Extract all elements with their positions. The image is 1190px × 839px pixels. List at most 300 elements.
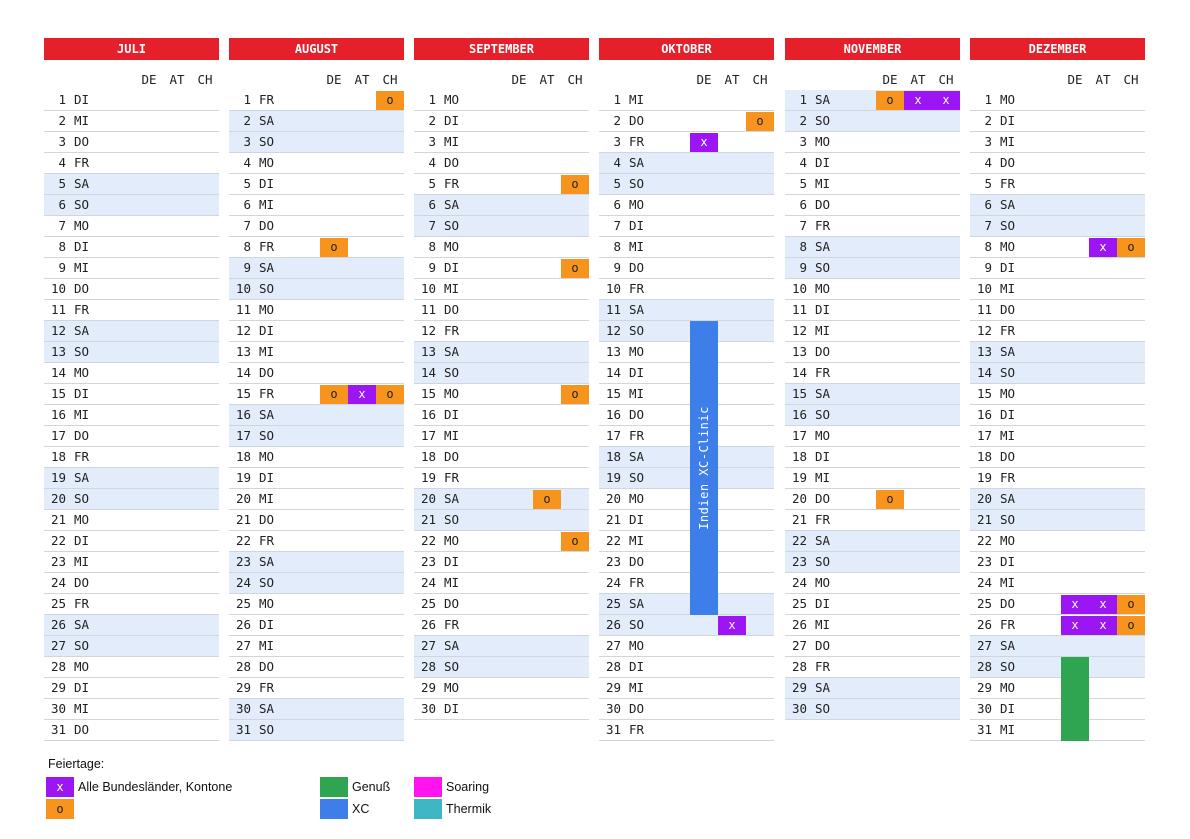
day-row — [970, 657, 1145, 678]
weekday-label: MI — [1000, 134, 1016, 149]
weekday-label: FR — [74, 596, 90, 611]
day-number: 28 — [420, 659, 436, 674]
day-row — [785, 90, 960, 111]
day-number: 24 — [791, 575, 807, 590]
weekday-label: DO — [815, 344, 831, 359]
day-number: 29 — [791, 680, 807, 695]
weekday-label: SO — [444, 512, 460, 527]
day-number: 28 — [50, 659, 66, 674]
day-number: 22 — [976, 533, 992, 548]
day-number: 26 — [420, 617, 436, 632]
day-number: 14 — [605, 365, 621, 380]
legend-label: Soaring — [446, 780, 490, 794]
weekday-label: FR — [444, 176, 460, 191]
day-row — [44, 720, 219, 741]
column-header-de: DE — [511, 72, 527, 87]
day-number: 26 — [976, 617, 992, 632]
weekday-label: FR — [629, 428, 645, 443]
day-row — [599, 363, 774, 384]
day-number: 27 — [605, 638, 621, 653]
day-number: 5 — [984, 176, 992, 191]
day-row — [414, 531, 589, 552]
holiday-mark-ch: o — [376, 91, 404, 110]
weekday-label: MI — [259, 197, 275, 212]
day-row — [599, 195, 774, 216]
day-row — [785, 321, 960, 342]
weekday-label: FR — [1000, 176, 1016, 191]
day-number: 24 — [50, 575, 66, 590]
weekday-label: MI — [444, 575, 460, 590]
weekday-label: SA — [1000, 344, 1016, 359]
day-row — [229, 90, 404, 111]
day-row — [599, 594, 774, 615]
weekday-label: MO — [1000, 680, 1016, 695]
weekday-label: SO — [259, 134, 275, 149]
month-title: SEPTEMBER — [414, 38, 589, 60]
column-header-ch: CH — [567, 72, 583, 87]
weekday-label: SO — [815, 407, 831, 422]
weekday-label: MO — [444, 386, 460, 401]
holiday-mark-de: o — [876, 91, 904, 110]
day-number: 8 — [428, 239, 436, 254]
day-number: 9 — [799, 260, 807, 275]
day-number: 7 — [428, 218, 436, 233]
day-row — [44, 195, 219, 216]
weekday-label: SA — [629, 302, 645, 317]
day-number: 30 — [976, 701, 992, 716]
weekday-label: MI — [629, 680, 645, 695]
column-headers — [970, 60, 1145, 90]
day-row — [785, 363, 960, 384]
day-row — [414, 447, 589, 468]
weekday-label: DI — [1000, 113, 1016, 128]
month-title: JULI — [44, 38, 219, 60]
day-number: 23 — [235, 554, 251, 569]
column-header-at: AT — [354, 72, 370, 87]
day-number: 20 — [791, 491, 807, 506]
weekday-label: SA — [259, 407, 275, 422]
day-row — [414, 699, 589, 720]
day-row — [970, 720, 1145, 741]
weekday-label: FR — [259, 680, 275, 695]
day-number: 6 — [799, 197, 807, 212]
day-row — [414, 321, 589, 342]
day-number: 3 — [799, 134, 807, 149]
weekday-label: MO — [259, 596, 275, 611]
day-number: 31 — [235, 722, 251, 737]
weekday-label: DO — [1000, 596, 1016, 611]
month-title: AUGUST — [229, 38, 404, 60]
weekday-label: FR — [74, 155, 90, 170]
day-number: 29 — [235, 680, 251, 695]
day-number: 4 — [613, 155, 621, 170]
day-number: 15 — [791, 386, 807, 401]
day-row — [414, 468, 589, 489]
day-row — [229, 678, 404, 699]
day-row — [785, 216, 960, 237]
day-row — [599, 90, 774, 111]
day-row — [229, 468, 404, 489]
day-row — [229, 447, 404, 468]
weekday-label: DI — [815, 449, 831, 464]
legend-swatch-xc — [320, 799, 348, 819]
legend-swatch-thermik — [414, 799, 442, 819]
legend-title: Feiertage: — [48, 757, 105, 771]
day-row — [970, 615, 1145, 636]
holiday-mark-at: x — [1089, 616, 1117, 635]
weekday-label: MO — [629, 344, 645, 359]
month-oktober — [599, 38, 774, 741]
day-row — [414, 384, 589, 405]
day-row — [970, 489, 1145, 510]
month-title: DEZEMBER — [970, 38, 1145, 60]
column-header-at: AT — [169, 72, 185, 87]
day-number: 1 — [613, 92, 621, 107]
day-row — [414, 111, 589, 132]
column-headers — [785, 60, 960, 90]
day-number: 30 — [605, 701, 621, 716]
weekday-label: DO — [629, 701, 645, 716]
weekday-label: SO — [815, 554, 831, 569]
column-headers — [44, 60, 219, 90]
weekday-label: MO — [815, 281, 831, 296]
weekday-label: DO — [1000, 449, 1016, 464]
day-number: 25 — [976, 596, 992, 611]
day-row — [599, 699, 774, 720]
weekday-label: SO — [629, 470, 645, 485]
day-number: 27 — [50, 638, 66, 653]
weekday-label: SO — [74, 491, 90, 506]
weekday-label: DO — [259, 365, 275, 380]
day-row — [599, 573, 774, 594]
weekday-label: DO — [444, 155, 460, 170]
weekday-label: DO — [815, 491, 831, 506]
day-number: 14 — [50, 365, 66, 380]
weekday-label: SA — [629, 596, 645, 611]
weekday-label: MO — [74, 659, 90, 674]
day-row — [970, 426, 1145, 447]
day-number: 16 — [235, 407, 251, 422]
day-row — [599, 384, 774, 405]
day-number: 15 — [976, 386, 992, 401]
column-header-at: AT — [1095, 72, 1111, 87]
holiday-mark-ch: x — [932, 91, 960, 110]
day-number: 19 — [791, 470, 807, 485]
day-number: 18 — [235, 449, 251, 464]
column-header-at: AT — [724, 72, 740, 87]
weekday-label: MI — [74, 701, 90, 716]
day-number: 28 — [605, 659, 621, 674]
day-number: 19 — [420, 470, 436, 485]
day-number: 8 — [984, 239, 992, 254]
day-number: 23 — [420, 554, 436, 569]
month-dezember — [970, 38, 1145, 741]
day-number: 12 — [976, 323, 992, 338]
weekday-label: MI — [1000, 575, 1016, 590]
weekday-label: SA — [74, 323, 90, 338]
day-row — [44, 111, 219, 132]
day-row — [970, 552, 1145, 573]
holiday-mark-ch: o — [1117, 595, 1145, 614]
weekday-label: DO — [74, 575, 90, 590]
weekday-label: MI — [444, 281, 460, 296]
day-number: 13 — [420, 344, 436, 359]
day-number: 9 — [984, 260, 992, 275]
day-number: 4 — [428, 155, 436, 170]
day-list — [785, 90, 960, 720]
day-number: 26 — [605, 617, 621, 632]
day-row — [599, 405, 774, 426]
day-row — [970, 405, 1145, 426]
weekday-label: SO — [259, 428, 275, 443]
weekday-label: MI — [815, 323, 831, 338]
day-number: 30 — [235, 701, 251, 716]
weekday-label: FR — [444, 470, 460, 485]
weekday-label: MO — [444, 533, 460, 548]
day-row — [599, 174, 774, 195]
day-number: 2 — [428, 113, 436, 128]
day-row — [970, 573, 1145, 594]
weekday-label: MI — [815, 176, 831, 191]
day-number: 16 — [976, 407, 992, 422]
weekday-label: DI — [444, 407, 460, 422]
day-number: 21 — [50, 512, 66, 527]
day-number: 23 — [791, 554, 807, 569]
weekday-label: FR — [74, 302, 90, 317]
legend — [46, 757, 646, 827]
day-row — [785, 195, 960, 216]
weekday-label: MI — [629, 92, 645, 107]
column-header-de: DE — [326, 72, 342, 87]
weekday-label: SO — [1000, 218, 1016, 233]
day-number: 25 — [235, 596, 251, 611]
day-row — [229, 552, 404, 573]
day-number: 10 — [235, 281, 251, 296]
holiday-mark-de: o — [320, 385, 348, 404]
weekday-label: MO — [815, 428, 831, 443]
weekday-label: DO — [1000, 302, 1016, 317]
weekday-label: SO — [1000, 365, 1016, 380]
day-number: 20 — [50, 491, 66, 506]
weekday-label: FR — [444, 323, 460, 338]
day-row — [970, 279, 1145, 300]
weekday-label: SA — [1000, 638, 1016, 653]
day-row — [970, 468, 1145, 489]
weekday-label: SO — [74, 638, 90, 653]
weekday-label: DI — [815, 302, 831, 317]
day-number: 30 — [420, 701, 436, 716]
day-number: 16 — [605, 407, 621, 422]
day-row — [229, 699, 404, 720]
day-row — [44, 468, 219, 489]
day-row — [970, 216, 1145, 237]
weekday-label: DO — [444, 596, 460, 611]
weekday-label: SA — [815, 386, 831, 401]
day-row — [599, 531, 774, 552]
day-number: 22 — [605, 533, 621, 548]
weekday-label: FR — [259, 239, 275, 254]
weekday-label: DI — [259, 176, 275, 191]
weekday-label: DI — [74, 386, 90, 401]
weekday-label: MO — [259, 302, 275, 317]
day-row — [599, 468, 774, 489]
day-number: 17 — [605, 428, 621, 443]
weekday-label: SA — [259, 701, 275, 716]
weekday-label: FR — [629, 281, 645, 296]
day-row — [44, 363, 219, 384]
holiday-mark-ch: o — [561, 532, 589, 551]
day-number: 18 — [976, 449, 992, 464]
month-title: OKTOBER — [599, 38, 774, 60]
holiday-mark-ch: o — [1117, 616, 1145, 635]
day-row — [970, 678, 1145, 699]
holiday-mark-ch: o — [376, 385, 404, 404]
day-row — [785, 258, 960, 279]
day-row — [414, 258, 589, 279]
day-number: 21 — [420, 512, 436, 527]
day-row — [44, 531, 219, 552]
day-number: 11 — [235, 302, 251, 317]
day-number: 27 — [791, 638, 807, 653]
weekday-label: SO — [259, 281, 275, 296]
day-row — [970, 447, 1145, 468]
day-row — [229, 195, 404, 216]
day-number: 2 — [613, 113, 621, 128]
day-row — [44, 300, 219, 321]
day-number: 18 — [791, 449, 807, 464]
column-header-ch: CH — [938, 72, 954, 87]
weekday-label: SO — [74, 197, 90, 212]
day-number: 12 — [235, 323, 251, 338]
day-row — [44, 216, 219, 237]
day-number: 6 — [613, 197, 621, 212]
day-row — [229, 615, 404, 636]
day-number: 24 — [605, 575, 621, 590]
weekday-label: SO — [444, 659, 460, 674]
day-list — [44, 90, 219, 741]
day-number: 13 — [976, 344, 992, 359]
day-number: 7 — [58, 218, 66, 233]
weekday-label: DI — [629, 218, 645, 233]
day-row — [970, 699, 1145, 720]
day-row — [414, 195, 589, 216]
day-number: 16 — [50, 407, 66, 422]
day-row — [785, 573, 960, 594]
day-row — [599, 321, 774, 342]
day-number: 18 — [420, 449, 436, 464]
day-number: 22 — [50, 533, 66, 548]
day-row — [414, 153, 589, 174]
day-number: 5 — [58, 176, 66, 191]
weekday-label: MI — [74, 113, 90, 128]
weekday-label: FR — [815, 365, 831, 380]
weekday-label: MI — [1000, 428, 1016, 443]
day-row — [229, 489, 404, 510]
weekday-label: SO — [259, 722, 275, 737]
column-headers — [599, 60, 774, 90]
weekday-label: FR — [74, 449, 90, 464]
day-number: 14 — [235, 365, 251, 380]
day-number: 18 — [605, 449, 621, 464]
day-row — [785, 552, 960, 573]
weekday-label: SO — [629, 176, 645, 191]
day-row — [414, 657, 589, 678]
legend-swatch-o: o — [46, 799, 74, 819]
column-headers — [229, 60, 404, 90]
day-number: 6 — [984, 197, 992, 212]
weekday-label: FR — [815, 218, 831, 233]
column-header-ch: CH — [197, 72, 213, 87]
weekday-label: SO — [444, 218, 460, 233]
holiday-mark-at: o — [533, 490, 561, 509]
weekday-label: MI — [259, 344, 275, 359]
day-row — [229, 636, 404, 657]
day-row — [229, 258, 404, 279]
month-title: NOVEMBER — [785, 38, 960, 60]
weekday-label: DI — [1000, 407, 1016, 422]
day-row — [599, 447, 774, 468]
day-number: 25 — [420, 596, 436, 611]
day-number: 10 — [791, 281, 807, 296]
day-row — [414, 573, 589, 594]
day-row — [229, 300, 404, 321]
legend-swatch-genuss — [320, 777, 348, 797]
weekday-label: DO — [629, 260, 645, 275]
column-header-at: AT — [539, 72, 555, 87]
weekday-label: MO — [629, 491, 645, 506]
legend-label: Alle Bundesländer, Kontone — [78, 780, 233, 794]
day-row — [785, 615, 960, 636]
day-row — [970, 510, 1145, 531]
month-september — [414, 38, 589, 720]
day-row — [44, 279, 219, 300]
weekday-label: MI — [444, 428, 460, 443]
day-row — [785, 111, 960, 132]
day-row — [44, 657, 219, 678]
day-row — [599, 111, 774, 132]
day-row — [414, 237, 589, 258]
weekday-label: MO — [444, 92, 460, 107]
weekday-label: DI — [74, 92, 90, 107]
day-row — [970, 90, 1145, 111]
weekday-label: SO — [815, 701, 831, 716]
day-row — [785, 342, 960, 363]
day-number: 17 — [976, 428, 992, 443]
day-row — [44, 90, 219, 111]
day-number: 1 — [243, 92, 251, 107]
day-row — [414, 279, 589, 300]
day-number: 11 — [605, 302, 621, 317]
day-row — [229, 111, 404, 132]
weekday-label: DI — [74, 239, 90, 254]
weekday-label: DI — [259, 470, 275, 485]
day-number: 5 — [243, 176, 251, 191]
weekday-label: DI — [74, 680, 90, 695]
day-row — [44, 237, 219, 258]
day-number: 7 — [799, 218, 807, 233]
day-row — [599, 657, 774, 678]
day-number: 26 — [791, 617, 807, 632]
day-row — [970, 174, 1145, 195]
day-number: 23 — [976, 554, 992, 569]
weekday-label: MI — [74, 260, 90, 275]
weekday-label: MI — [259, 638, 275, 653]
weekday-label: DI — [1000, 260, 1016, 275]
day-row — [970, 342, 1145, 363]
day-row — [785, 132, 960, 153]
weekday-label: DO — [259, 218, 275, 233]
day-number: 20 — [976, 491, 992, 506]
